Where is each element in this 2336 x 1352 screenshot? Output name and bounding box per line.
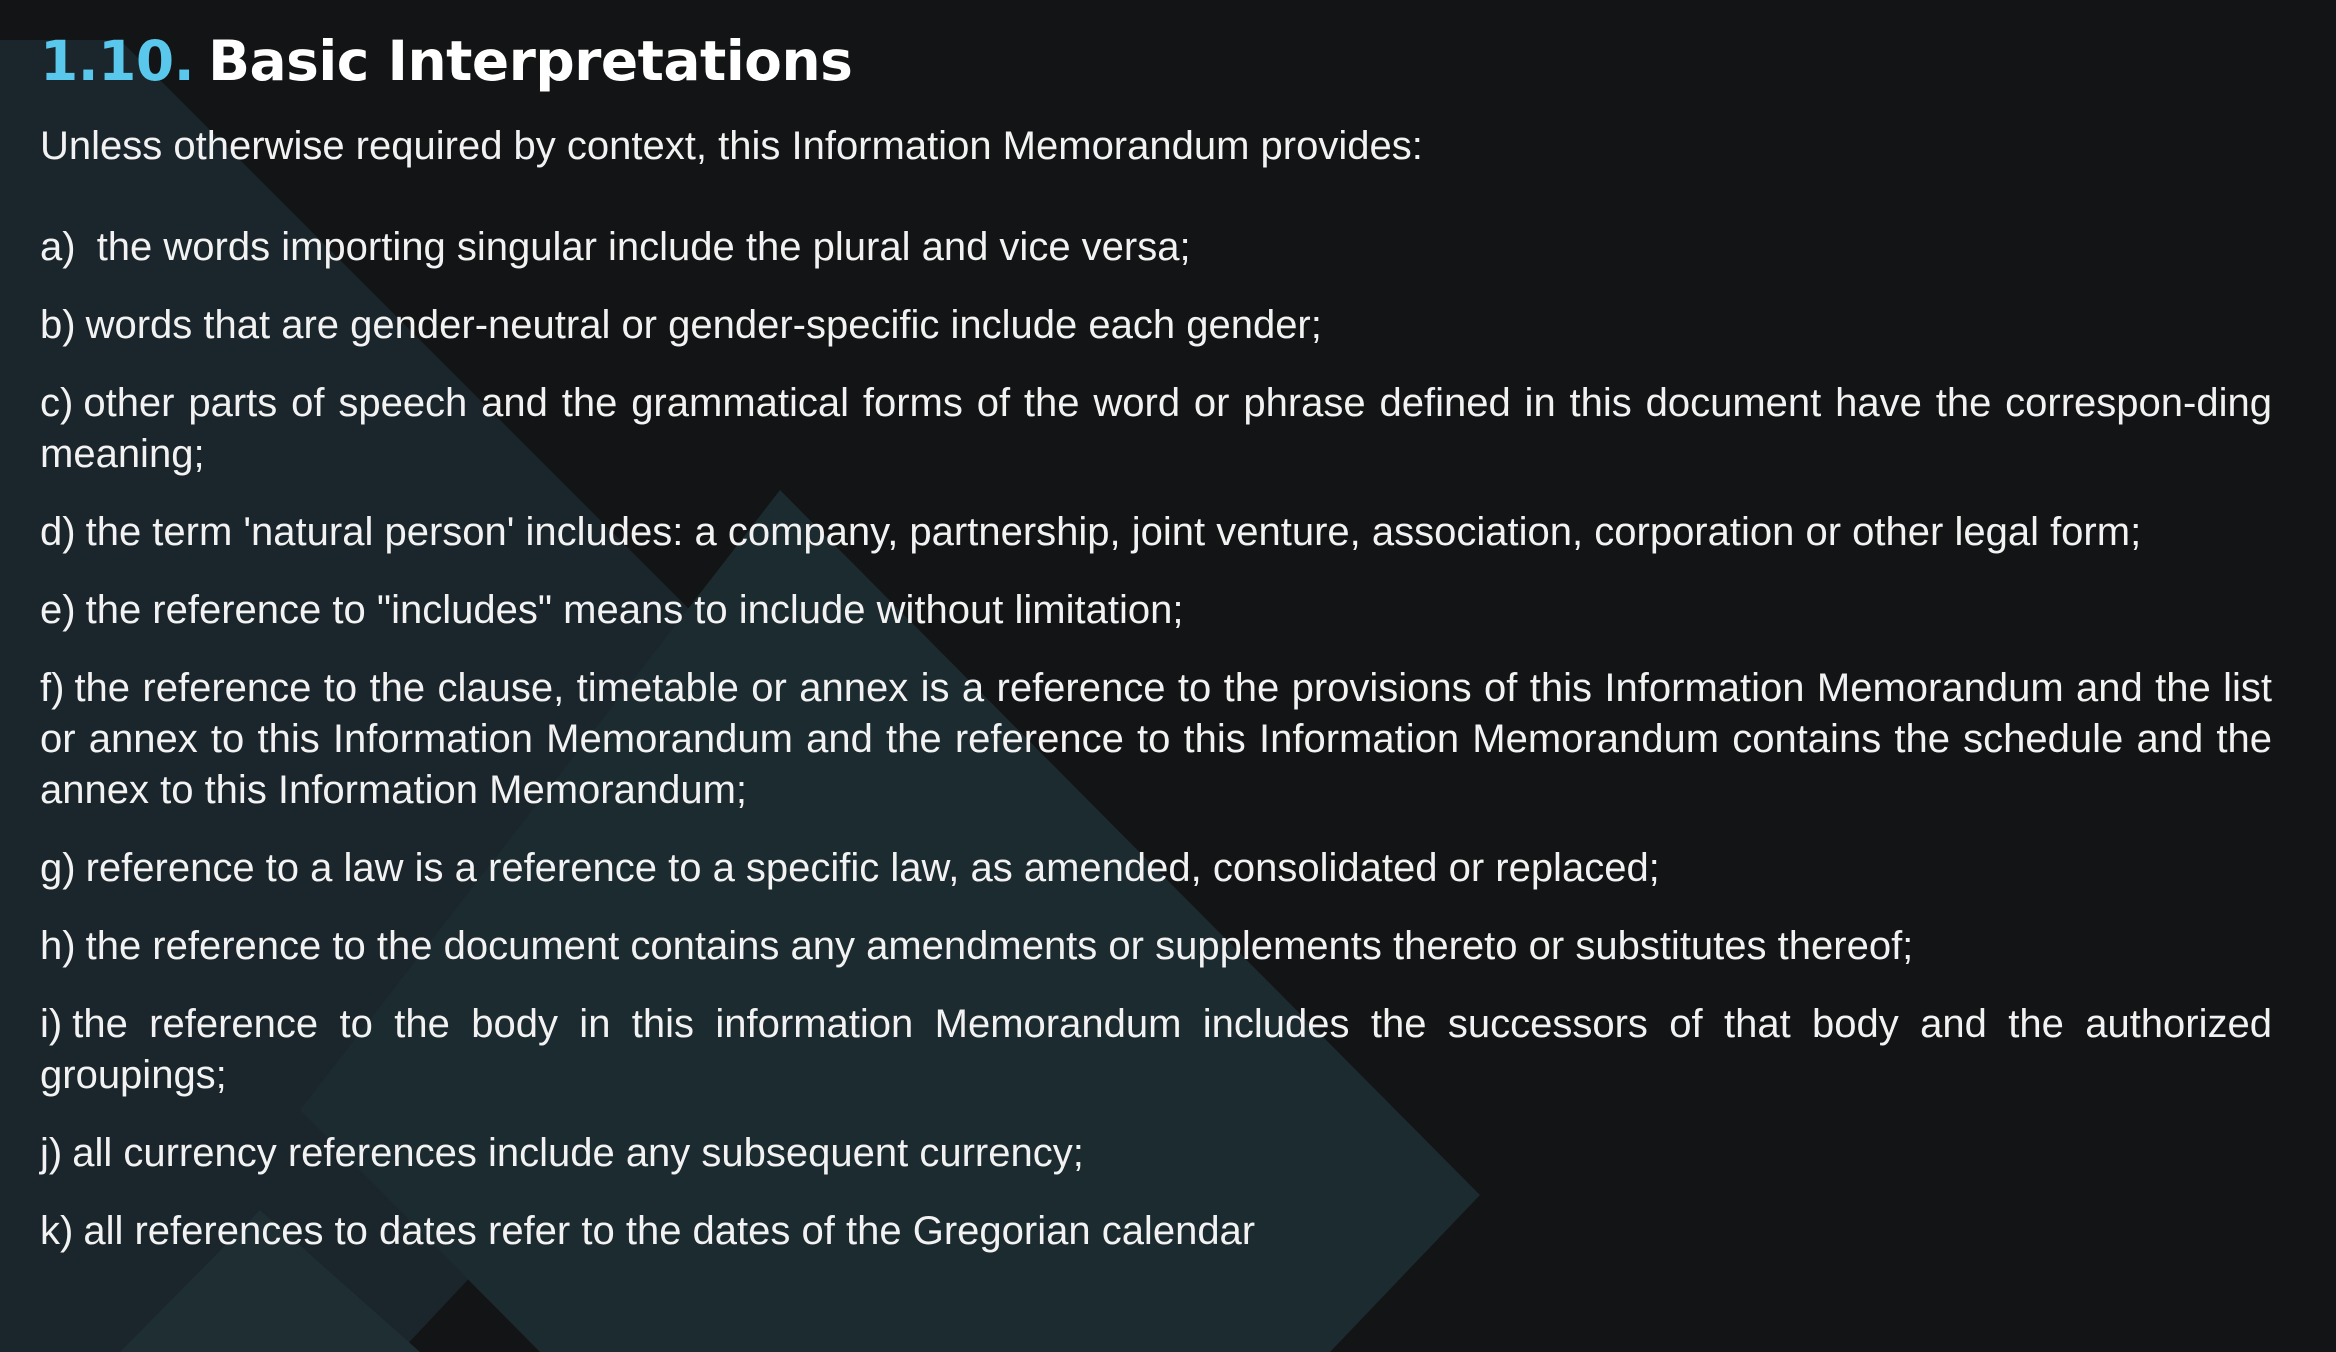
list-item-text: the reference to the clause, timetable or annex is a reference to the provisions of this Information Memorandum and the list or annex to this Information Memorandum and the reference to this Information Memorandum contains the schedule and the annex to this Information Memorandum; <box>40 666 2272 812</box>
list-item-text: the words importing singular include the plural and vice versa; <box>85 225 1191 269</box>
interpretations-list <box>40 222 2272 1257</box>
document-body <box>40 26 2272 1284</box>
list-item <box>40 300 2272 351</box>
list-item-letter: b) <box>40 303 76 347</box>
list-item-letter: i) <box>40 1002 63 1046</box>
section-title: Basic Interpretations <box>208 29 853 93</box>
list-item <box>40 663 2272 816</box>
list-item <box>40 507 2272 558</box>
list-item-text: the reference to the body in this information Memorandum includes the successors of that body and the authorized groupings; <box>40 1002 2272 1097</box>
section-heading <box>40 26 2272 96</box>
list-item <box>40 1128 2272 1179</box>
list-item-letter: a) <box>40 225 76 269</box>
list-item-letter: c) <box>40 381 74 425</box>
section-number: 1.10. <box>40 29 195 93</box>
list-item-text: words that are gender-neutral or gender-specific include each gender; <box>85 303 1322 347</box>
list-item-letter: e) <box>40 588 76 632</box>
list-item <box>40 222 2272 273</box>
list-item-letter: h) <box>40 924 76 968</box>
list-item <box>40 1206 2272 1257</box>
list-item-text: the term 'natural person' includes: a company, partnership, joint venture, association, corporation or other legal form; <box>85 510 2142 554</box>
list-item-letter: g) <box>40 846 76 890</box>
list-item <box>40 921 2272 972</box>
list-item-text: all currency references include any subsequent currency; <box>72 1131 1084 1175</box>
list-item-text: all references to dates refer to the dates of the Gregorian calendar <box>83 1209 1256 1253</box>
list-item-text: the reference to "includes" means to include without limitation; <box>85 588 1184 632</box>
list-item <box>40 585 2272 636</box>
list-item-text: the reference to the document contains any amendments or supplements thereto or substitutes thereof; <box>85 924 1914 968</box>
list-item <box>40 378 2272 480</box>
list-item <box>40 843 2272 894</box>
list-item-letter: d) <box>40 510 76 554</box>
intro-paragraph: Unless otherwise required by context, this Information Memorandum provides: <box>40 124 1423 168</box>
list-item-letter: k) <box>40 1209 74 1253</box>
list-item-text: other parts of speech and the grammatical forms of the word or phrase defined in this document have the correspon-ding meaning; <box>40 381 2272 476</box>
list-item <box>40 999 2272 1101</box>
list-item-letter: j) <box>40 1131 63 1175</box>
list-item-text: reference to a law is a reference to a specific law, as amended, consolidated or replaced; <box>85 846 1660 890</box>
list-item-letter: f) <box>40 666 65 710</box>
